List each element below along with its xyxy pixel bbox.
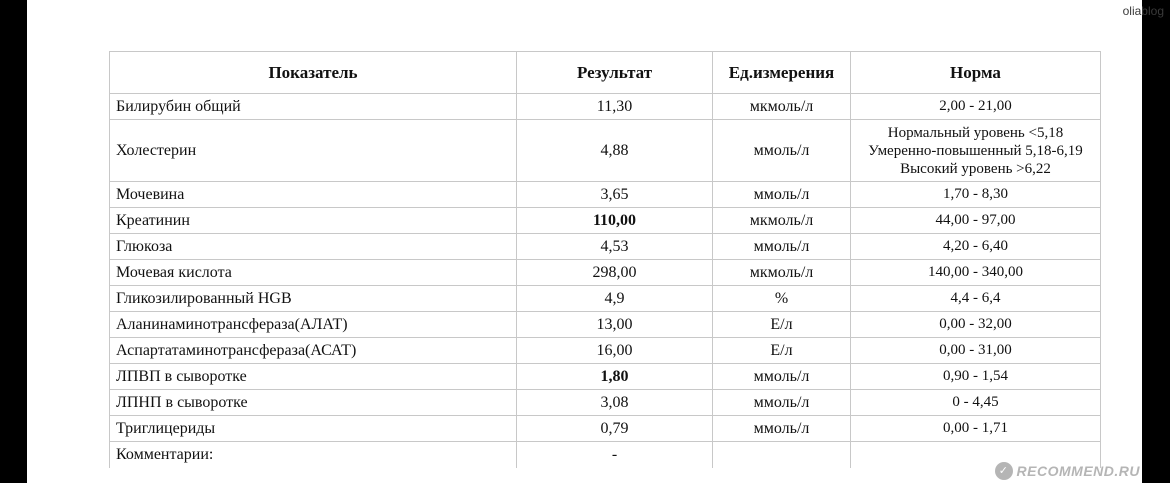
document-page bbox=[27, 0, 1142, 483]
row-indicator: Комментарии: bbox=[110, 442, 517, 469]
header-norm: Норма bbox=[851, 52, 1101, 94]
row-unit: ммоль/л bbox=[713, 390, 851, 416]
row-result: 110,00 bbox=[517, 208, 713, 234]
table-row bbox=[110, 390, 1101, 416]
row-norm bbox=[851, 120, 1101, 182]
row-unit: Е/л bbox=[713, 312, 851, 338]
table-row bbox=[110, 234, 1101, 260]
row-result: 0,79 bbox=[517, 416, 713, 442]
row-indicator: Гликозилированный HGB bbox=[110, 286, 517, 312]
table-row-comments bbox=[110, 442, 1101, 469]
row-unit: мкмоль/л bbox=[713, 208, 851, 234]
watermark-username: oliablog bbox=[1122, 4, 1164, 18]
row-indicator: Креатинин bbox=[110, 208, 517, 234]
row-unit: мкмоль/л bbox=[713, 260, 851, 286]
row-norm: 0,00 - 32,00 bbox=[851, 312, 1101, 338]
row-indicator: Триглицериды bbox=[110, 416, 517, 442]
row-indicator: Аспартатаминотрансфераза(АСАТ) bbox=[110, 338, 517, 364]
table-header-row bbox=[110, 52, 1101, 94]
table-row bbox=[110, 286, 1101, 312]
table-row bbox=[110, 182, 1101, 208]
row-norm: 0,90 - 1,54 bbox=[851, 364, 1101, 390]
row-unit: Е/л bbox=[713, 338, 851, 364]
row-norm: 1,70 - 8,30 bbox=[851, 182, 1101, 208]
row-norm: 0 - 4,45 bbox=[851, 390, 1101, 416]
watermark-site bbox=[995, 462, 1140, 480]
row-unit: ммоль/л bbox=[713, 182, 851, 208]
row-indicator: Билирубин общий bbox=[110, 94, 517, 120]
norm-line-moderate: Умеренно-повышенный 5,18-6,19 bbox=[868, 142, 1083, 159]
row-indicator: Мочевина bbox=[110, 182, 517, 208]
row-norm: 0,00 - 31,00 bbox=[851, 338, 1101, 364]
row-result: 1,80 bbox=[517, 364, 713, 390]
table-row bbox=[110, 416, 1101, 442]
row-result: 4,88 bbox=[517, 120, 713, 182]
row-result: 4,53 bbox=[517, 234, 713, 260]
row-unit: ммоль/л bbox=[713, 234, 851, 260]
lab-results-table bbox=[109, 51, 1101, 468]
row-norm: 4,20 - 6,40 bbox=[851, 234, 1101, 260]
table-row bbox=[110, 364, 1101, 390]
row-unit: мкмоль/л bbox=[713, 94, 851, 120]
row-result: 3,65 bbox=[517, 182, 713, 208]
row-indicator: ЛПВП в сыворотке bbox=[110, 364, 517, 390]
row-indicator: Холестерин bbox=[110, 120, 517, 182]
row-indicator: Глюкоза bbox=[110, 234, 517, 260]
header-result: Результат bbox=[517, 52, 713, 94]
row-result: 3,08 bbox=[517, 390, 713, 416]
row-unit: ммоль/л bbox=[713, 120, 851, 182]
table-row bbox=[110, 208, 1101, 234]
row-unit: ммоль/л bbox=[713, 364, 851, 390]
row-unit: % bbox=[713, 286, 851, 312]
row-result: - bbox=[517, 442, 713, 469]
table-row bbox=[110, 338, 1101, 364]
header-unit: Ед.измерения bbox=[713, 52, 851, 94]
row-indicator: Аланинаминотрансфераза(АЛАТ) bbox=[110, 312, 517, 338]
table-row bbox=[110, 94, 1101, 120]
row-norm: 0,00 - 1,71 bbox=[851, 416, 1101, 442]
table-row bbox=[110, 120, 1101, 182]
row-result: 16,00 bbox=[517, 338, 713, 364]
table-row bbox=[110, 260, 1101, 286]
watermark-site-text: RECOMMEND.RU bbox=[1016, 463, 1140, 479]
recommend-logo-icon: ✓ bbox=[995, 462, 1013, 480]
table-row bbox=[110, 312, 1101, 338]
row-result: 298,00 bbox=[517, 260, 713, 286]
row-norm: 44,00 - 97,00 bbox=[851, 208, 1101, 234]
norm-line-high: Высокий уровень >6,22 bbox=[900, 160, 1051, 177]
row-norm: 140,00 - 340,00 bbox=[851, 260, 1101, 286]
header-indicator: Показатель bbox=[110, 52, 517, 94]
row-unit: ммоль/л bbox=[713, 416, 851, 442]
row-result: 13,00 bbox=[517, 312, 713, 338]
row-unit bbox=[713, 442, 851, 469]
row-norm: 4,4 - 6,4 bbox=[851, 286, 1101, 312]
row-result: 11,30 bbox=[517, 94, 713, 120]
row-indicator: ЛПНП в сыворотке bbox=[110, 390, 517, 416]
row-indicator: Мочевая кислота bbox=[110, 260, 517, 286]
row-result: 4,9 bbox=[517, 286, 713, 312]
row-norm: 2,00 - 21,00 bbox=[851, 94, 1101, 120]
norm-line-normal: Нормальный уровень <5,18 bbox=[887, 124, 1064, 141]
